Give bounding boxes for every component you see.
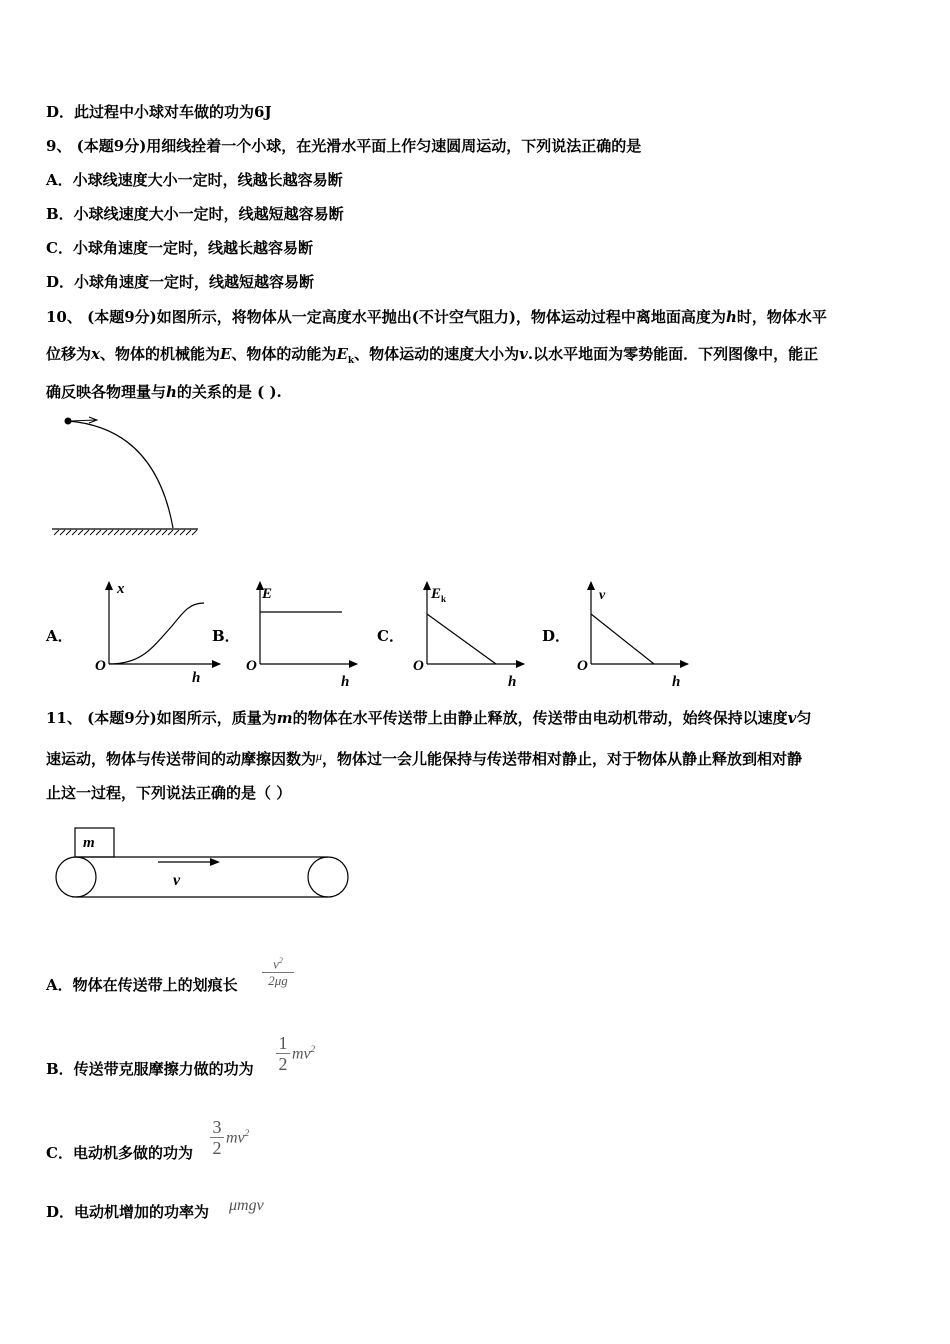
graph-b-label: B． xyxy=(212,627,240,645)
ground-hatching xyxy=(54,530,197,535)
conveyor-figure xyxy=(50,825,355,905)
graph-c-label: C． xyxy=(377,627,404,645)
graph-c-y-label: $E_k$ xyxy=(431,586,447,604)
graph-c xyxy=(410,578,530,690)
graph-d-x-label: h xyxy=(672,674,681,690)
q11-option-a-fraction: $v^2$ 2μg xyxy=(262,953,294,989)
graph-d-y-arrow xyxy=(587,581,595,590)
q9-option-b: B．小球线速度大小一定时，线越短越容易断 xyxy=(46,205,344,223)
q10-stem-line3: 确反映各物理量与h的关系的是 ( ). xyxy=(46,383,282,401)
graph-d-y-label: v xyxy=(599,588,606,603)
graph-c-line xyxy=(427,614,496,664)
q9-stem: 9、 (本题9分)用细线拴着一个小球，在光滑水平面上作匀速圆周运动，下列说法正确的是 xyxy=(46,137,642,155)
graph-a-y-arrow xyxy=(105,581,113,590)
q11-option-b-expr: $mv^2$ xyxy=(292,1044,316,1063)
q11-option-b: B．传送带克服摩擦力做的功为 xyxy=(46,1060,254,1078)
q11-option-c: C．电动机多做的功为 xyxy=(46,1144,193,1162)
q8-option-d: D．此过程中小球对车做的功为6J xyxy=(46,103,272,121)
velocity-label: v xyxy=(173,872,181,889)
graph-d-origin: O xyxy=(577,658,588,674)
q10-stem-line2: 位移为x、物体的机械能为E、物体的动能为$E_k$、物体运动的速度大小为v.以水平地面为零势能面．下列图像中，能正 xyxy=(46,345,819,366)
q9-option-a: A．小球线速度大小一定时，线越长越容易断 xyxy=(46,171,343,189)
q11-option-c-fraction: 3 2 xyxy=(210,1117,224,1158)
graph-b-x-arrow xyxy=(349,660,358,668)
q9-option-c: C．小球角速度一定时，线越长越容易断 xyxy=(46,239,313,257)
graph-c-x-arrow xyxy=(516,660,525,668)
graph-c-y-arrow xyxy=(423,581,431,590)
graph-a-x-arrow xyxy=(212,660,221,668)
graph-b-y-label: E xyxy=(262,586,273,602)
graph-a xyxy=(92,578,222,690)
q11-stem-line2: 速运动，物体与传送带间的动摩擦因数为$^\mu$，物体过一会儿能保持与传送带相对静止，对于物体从静止释放到相对静 xyxy=(46,749,803,768)
graph-a-label: A． xyxy=(46,627,73,645)
graph-b xyxy=(243,578,363,690)
q11-option-d: D．电动机增加的功率为 xyxy=(46,1203,210,1221)
graph-b-x-label: h xyxy=(341,674,350,690)
left-pulley xyxy=(56,857,96,897)
graph-a-y-label: x xyxy=(117,581,125,597)
graph-c-origin: O xyxy=(413,658,424,674)
q11-option-c-expr: $mv^2$ xyxy=(226,1128,250,1147)
projectile-figure xyxy=(45,410,205,540)
q10-stem-line1: 10、 (本题9分)如图所示，将物体从一定高度水平抛出(不计空气阻力)，物体运动过程中离地面高度为h时，物体水平 xyxy=(46,308,827,326)
right-pulley xyxy=(308,857,348,897)
graph-a-curve xyxy=(109,603,204,664)
q11-stem-line3: 止这一过程，下列说法正确的是（ ） xyxy=(46,784,292,802)
q11-option-d-expr: μmgv xyxy=(229,1197,264,1214)
graph-a-x-label: h xyxy=(192,670,201,686)
graph-d-line xyxy=(591,614,654,664)
graph-c-x-label: h xyxy=(508,674,517,690)
q9-option-d: D．小球角速度一定时，线越短越容易断 xyxy=(46,273,315,291)
velocity-arrow xyxy=(71,420,95,421)
q11-option-b-fraction: 1 2 xyxy=(276,1033,290,1074)
q11-option-a: A．物体在传送带上的划痕长 xyxy=(46,976,238,994)
block-label: m xyxy=(83,835,95,851)
q11-stem-line1: 11、 (本题9分)如图所示，质量为m的物体在水平传送带上由静止释放，传送带由电动机带动，始终保持以速度v匀 xyxy=(46,709,812,727)
graph-b-origin: O xyxy=(246,658,257,674)
graph-d-x-arrow xyxy=(680,660,689,668)
graph-d xyxy=(574,578,694,690)
trajectory-curve xyxy=(68,421,173,528)
graph-a-origin: O xyxy=(95,658,106,674)
graph-d-label: D． xyxy=(542,627,571,645)
